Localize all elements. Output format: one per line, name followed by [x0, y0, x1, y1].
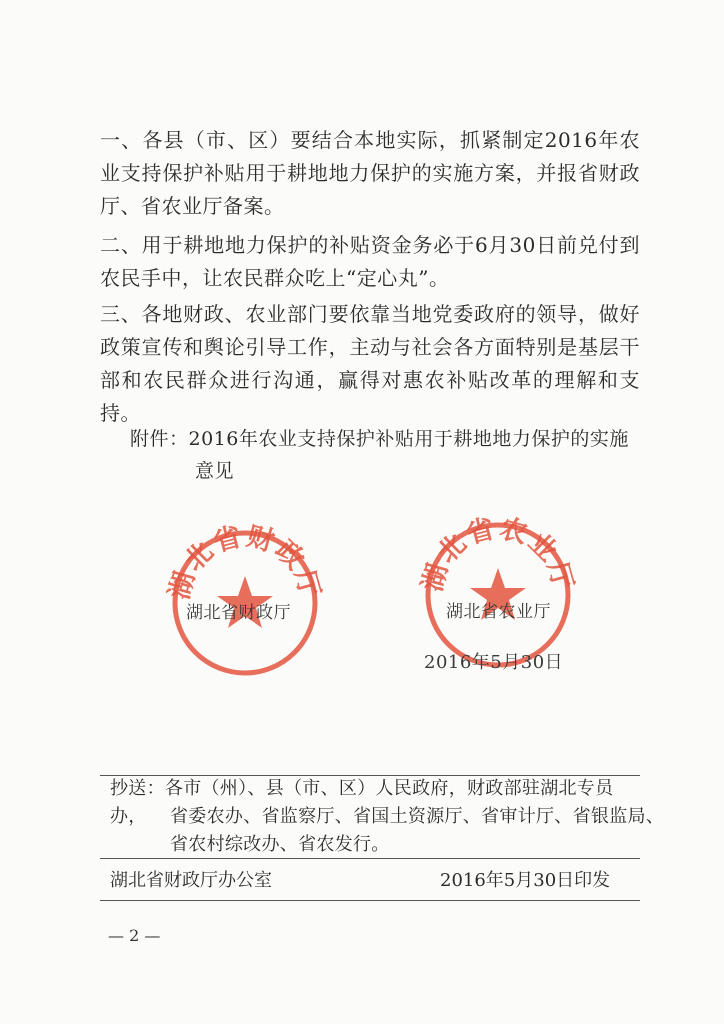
- issuing-office: 湖北省财政厅办公室: [110, 870, 272, 891]
- cc-line-3: 省农村综改办、省农发行。: [170, 834, 390, 855]
- issue-date: 2016年5月30日印发: [440, 870, 611, 891]
- attachment-line-2: 意见: [195, 460, 235, 482]
- paragraph-1: 一、各县（市、区）要结合本地实际，抓紧制定2016年农业支持保护补贴用于耕地地力保护的实施方案，并报省财政厅、省农业厅备案。: [100, 128, 640, 218]
- cc-line-2: 省委农办、省监察厅、省国土资源厅、省审计厅、省银监局、: [170, 806, 665, 827]
- signature-agriculture-dept: 湖北省农业厅: [446, 602, 551, 622]
- signature-date: 2016年5月30日: [424, 652, 564, 673]
- paragraph-2: 二、用于耕地地力保护的补贴资金务必于6月30日前兑付到农民手中，让农民群众吃上“定心丸”。: [100, 233, 640, 290]
- attachment-line-1: 附件：2016年农业支持保护补贴用于耕地地力保护的实施: [130, 428, 629, 450]
- cc-line-1: 抄送：各市（州）、县（市、区）人民政府，财政部驻湖北专员办，: [110, 778, 614, 827]
- paragraph-3: 三、各地财政、农业部门要依靠当地党委政府的领导，做好政策宣传和舆论引导工作，主动与社会各方面特别是基层干部和农民群众进行沟通，赢得对惠农补贴改革的理解和支持。: [100, 302, 640, 425]
- divider-bottom: [100, 900, 640, 901]
- signature-finance-dept: 湖北省财政厅: [186, 603, 291, 623]
- divider-middle: [100, 858, 640, 859]
- page-number: — 2 —: [108, 926, 161, 945]
- seal-left-text: 湖北省财政厅: [164, 520, 326, 603]
- seal-right-text: 湖北省农业厅: [417, 512, 579, 595]
